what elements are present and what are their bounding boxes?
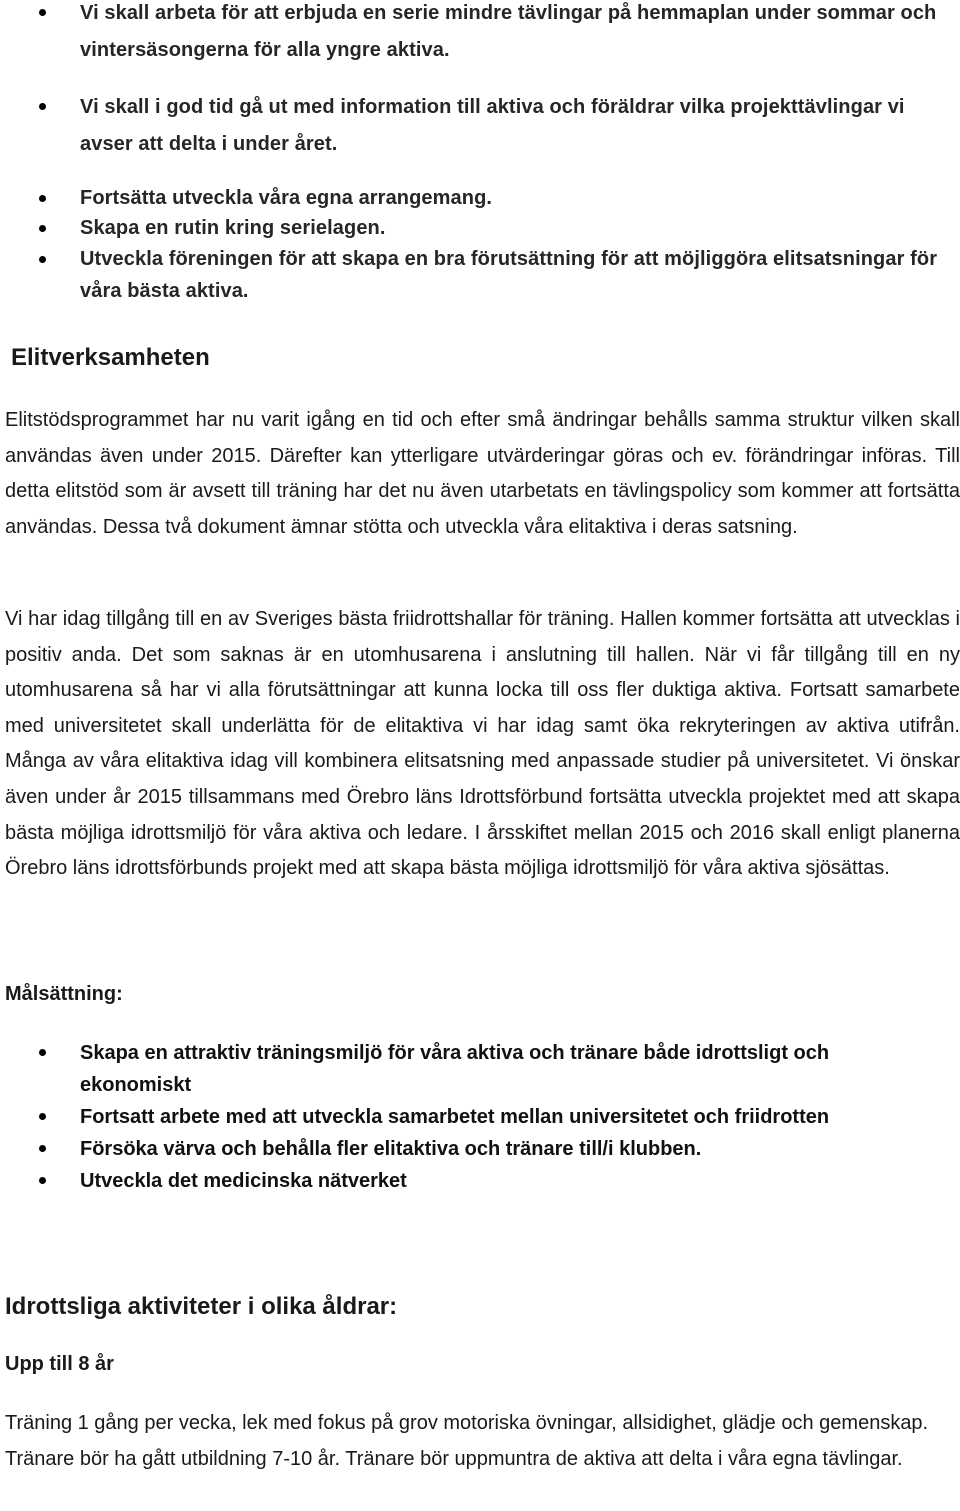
age-group-paragraph: Träning 1 gång per vecka, lek med fokus på grov motoriska övningar, allsidighet, glädje och gemenskap. Tränare bör ha gått utbildning 7-10 år. Tränare bör uppmuntra de aktiva att delta i våra egna tävlingar.: [5, 1412, 929, 1470]
bullet-icon: [39, 195, 46, 202]
list-item-text: Skapa en rutin kring serielagen.: [80, 217, 386, 239]
list-item: [0, 183, 960, 213]
age-group-heading: Upp till 8 år: [5, 1353, 114, 1375]
bullet-icon: [39, 1049, 46, 1056]
bullet-icon: [39, 225, 46, 232]
bullet-icon: [39, 103, 46, 110]
activities-heading: Idrottsliga aktiviteter i olika åldrar:: [5, 1293, 398, 1320]
list-item: [0, 243, 960, 307]
elit-paragraph-1: Elitstödsprogrammet har nu varit igång en tid och efter små ändringar behålls samma struktur vilken skall användas även under 2015. Därefter kan ytterligare utvärderingar göras och ev. förändringar införas. Till detta elitstöd som är avsett till träning har det nu även utarbetats en tävlingspolicy som kommer att fortsätta användas. Dessa två dokument ämnar stötta och utveckla våra elitaktiva i deras satsning.: [5, 409, 960, 538]
list-item-text: Utveckla föreningen för att skapa en bra förutsättning för att möjliggöra elitsatsningar för våra bästa aktiva.: [80, 248, 938, 302]
list-item: [0, 1165, 960, 1197]
list-item-text: Vi skall i god tid gå ut med information till aktiva och föräldrar vilka projekttävlingar vi avser att delta i under året.: [80, 96, 905, 155]
list-item-text: Fortsatt arbete med att utveckla samarbetet mellan universitetet och friidrotten: [80, 1106, 830, 1128]
list-item: [0, 1037, 960, 1101]
elit-paragraph-2: Vi har idag tillgång till en av Sveriges bästa friidrottshallar för träning. Hallen kommer fortsätta att utvecklas i positiv anda. Det som saknas är en utomhusarena i anslutning till hallen. När vi får tillgång till en ny utomhusarena så har vi alla förutsättningar att kunna locka till oss fler duktiga aktiva. Fortsatt samarbete med universitetet skall underlätta för de elitaktiva vi har idag samt öka rekryteringen av aktiva utifrån. Många av våra elitaktiva idag vill kombinera elitsatsning med anpassade studier på universitetet. Vi önskar även under år 2015 tillsammans med Örebro läns Idrottsförbund fortsätta utveckla projektet med att skapa bästa möjliga idrottsmiljö för våra aktiva och ledare. I årsskiftet mellan 2015 och 2016 skall enligt planerna Örebro läns idrottsförbunds projekt med att skapa bästa möjliga idrottsmiljö för våra aktiva sjösättas.: [5, 608, 960, 880]
list-item: [0, 213, 960, 243]
list-item-text: Fortsätta utveckla våra egna arrangemang.: [80, 187, 493, 209]
list-item-text: Vi skall arbeta för att erbjuda en serie mindre tävlingar på hemmaplan under sommar och vintersäsongerna för alla yngre aktiva.: [80, 2, 937, 61]
section-heading-elit: Elitverksamheten: [11, 344, 210, 371]
bullet-icon: [39, 1177, 46, 1184]
list-item-text: Skapa en attraktiv träningsmiljö för våra aktiva och tränare både idrottsligt och ekonomiskt: [80, 1042, 830, 1096]
list-item-text: Utveckla det medicinska nätverket: [80, 1170, 407, 1192]
list-item: [0, 1101, 960, 1133]
list-item: [0, 1133, 960, 1165]
list-item: [0, 0, 960, 69]
bullet-icon: [39, 256, 46, 263]
goals-heading: Målsättning:: [5, 983, 123, 1005]
bullet-icon: [39, 9, 46, 16]
list-item: [0, 89, 960, 163]
bullet-icon: [39, 1145, 46, 1152]
top-bullet-list: [0, 0, 960, 307]
list-item-text: Försöka värva och behålla fler elitaktiva och tränare till/i klubben.: [80, 1138, 702, 1160]
goals-bullet-list: [0, 1037, 960, 1197]
bullet-icon: [39, 1113, 46, 1120]
